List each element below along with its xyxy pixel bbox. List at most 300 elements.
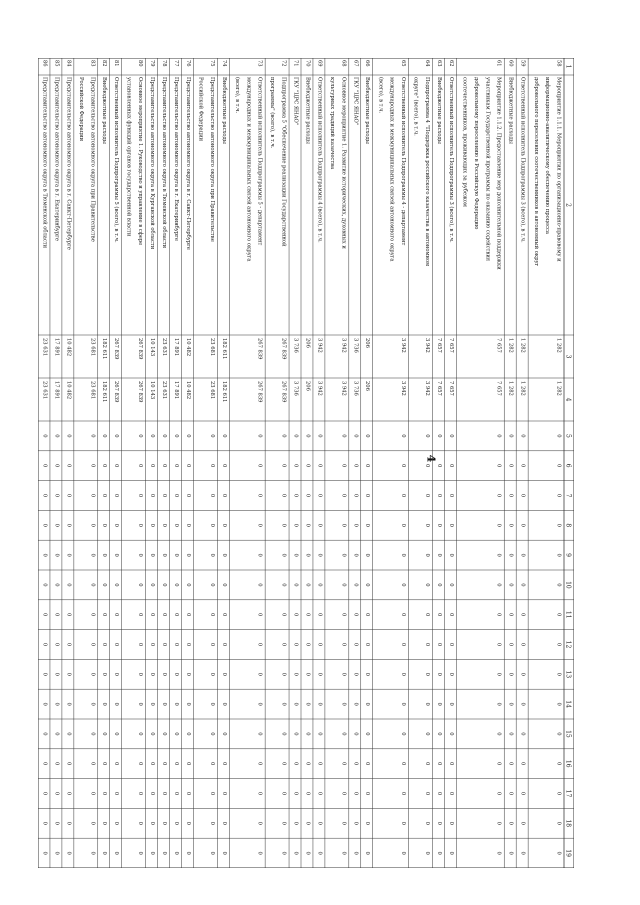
zero-cell: 0 xyxy=(364,493,371,498)
value-total: 1 282 xyxy=(519,338,526,353)
zero-cell: 0 xyxy=(113,613,120,617)
zero-cell: 0 xyxy=(101,851,108,855)
zero-cell: 0 xyxy=(53,702,60,706)
header-cell: 5 xyxy=(564,433,572,438)
zero-cell: 0 xyxy=(364,553,371,557)
zero-cell: 0 xyxy=(555,642,562,647)
zero-cell: 0 xyxy=(280,613,287,617)
zero-cell: 0 xyxy=(53,762,60,766)
zero-cell: 0 xyxy=(340,523,347,527)
zero-cell: 0 xyxy=(507,583,514,587)
zero-cell: 0 xyxy=(89,702,96,706)
row-name: Представительство автономного округа в г. Санкт-Петербурге xyxy=(184,77,191,250)
zero-cell: 0 xyxy=(149,791,156,796)
zero-cell: 0 xyxy=(256,583,263,587)
zero-cell: 0 xyxy=(208,821,215,825)
zero-cell: 0 xyxy=(519,434,526,438)
zero-cell: 0 xyxy=(113,464,120,468)
row-number: 58 xyxy=(555,60,562,67)
zero-cell: 0 xyxy=(364,851,371,855)
value-total: 267 839 xyxy=(137,338,144,360)
zero-cell: 0 xyxy=(435,613,442,617)
value-total: 206 xyxy=(364,338,371,348)
value-total: 7 657 xyxy=(435,338,442,353)
zero-cell: 0 xyxy=(424,434,430,438)
zero-cell: 0 xyxy=(65,702,72,706)
value-year: 7 657 xyxy=(447,381,454,396)
value-total: 10 482 xyxy=(184,338,191,357)
zero-cell: 0 xyxy=(184,464,191,468)
zero-cell: 0 xyxy=(101,762,108,766)
zero-cell: 0 xyxy=(447,762,454,766)
zero-cell: 0 xyxy=(292,583,299,587)
table-row xyxy=(265,58,287,868)
zero-cell: 0 xyxy=(113,642,120,647)
header-cell: 19 xyxy=(564,849,572,857)
zero-cell: 0 xyxy=(149,672,156,676)
zero-cell: 0 xyxy=(161,613,167,617)
zero-cell: 0 xyxy=(161,493,167,498)
zero-cell: 0 xyxy=(400,821,407,825)
zero-cell: 0 xyxy=(340,762,347,766)
zero-cell: 0 xyxy=(495,434,502,438)
zero-cell: 0 xyxy=(507,493,514,498)
zero-cell: 0 xyxy=(137,702,144,706)
value-total: 267 839 xyxy=(256,338,263,360)
value-year: 3 942 xyxy=(424,381,430,396)
zero-cell: 0 xyxy=(220,583,227,587)
value-total: 1 282 xyxy=(555,338,562,353)
zero-cell: 0 xyxy=(447,553,454,557)
zero-cell: 0 xyxy=(292,672,299,676)
value-year: 3 736 xyxy=(352,381,359,396)
value-year: 17 891 xyxy=(53,381,60,400)
zero-cell: 0 xyxy=(149,821,156,825)
row-name: Внебюджетные расходы xyxy=(101,77,108,144)
zero-cell: 0 xyxy=(352,493,359,498)
zero-cell: 0 xyxy=(340,553,347,557)
zero-cell: 0 xyxy=(292,762,299,766)
value-year: 1 282 xyxy=(519,381,526,396)
zero-cell: 0 xyxy=(555,851,562,855)
zero-cell: 0 xyxy=(220,434,227,438)
zero-cell: 0 xyxy=(400,613,407,617)
zero-cell: 0 xyxy=(53,672,60,676)
value-year: 10 482 xyxy=(65,381,72,400)
zero-cell: 0 xyxy=(113,553,120,557)
zero-cell: 0 xyxy=(519,672,526,676)
row-number: 62 xyxy=(447,60,454,67)
zero-cell: 0 xyxy=(41,732,48,736)
zero-cell: 0 xyxy=(149,642,156,647)
zero-cell: 0 xyxy=(172,434,179,438)
row-name: программы" (всего), в т.ч. xyxy=(269,77,276,149)
zero-cell: 0 xyxy=(89,583,96,587)
value-total: 267 839 xyxy=(280,338,287,360)
zero-cell: 0 xyxy=(113,732,120,736)
zero-cell: 0 xyxy=(507,791,514,796)
value-total: 17 891 xyxy=(172,338,179,357)
zero-cell: 0 xyxy=(292,851,299,855)
zero-cell: 0 xyxy=(65,434,72,438)
zero-cell: 0 xyxy=(424,821,430,825)
zero-cell: 0 xyxy=(184,553,191,557)
zero-cell: 0 xyxy=(507,762,514,766)
zero-cell: 0 xyxy=(184,613,191,617)
zero-cell: 0 xyxy=(220,702,227,706)
table-row xyxy=(158,58,168,868)
zero-cell: 0 xyxy=(172,613,179,617)
zero-cell: 0 xyxy=(41,851,48,855)
zero-cell: 0 xyxy=(400,464,407,468)
row-number: 70 xyxy=(304,60,311,67)
zero-cell: 0 xyxy=(161,583,167,587)
value-total: 3 736 xyxy=(292,338,299,353)
zero-cell: 0 xyxy=(256,821,263,825)
row-number: 66 xyxy=(364,60,371,67)
table-row xyxy=(313,58,323,868)
zero-cell: 0 xyxy=(352,762,359,766)
zero-cell: 0 xyxy=(352,553,359,557)
zero-cell: 0 xyxy=(172,672,179,676)
zero-cell: 0 xyxy=(137,434,144,438)
zero-cell: 0 xyxy=(184,672,191,676)
zero-cell: 0 xyxy=(507,434,514,438)
zero-cell: 0 xyxy=(101,583,108,587)
zero-cell: 0 xyxy=(519,642,526,647)
zero-cell: 0 xyxy=(208,523,215,527)
zero-cell: 0 xyxy=(519,702,526,706)
row-name: информационно-аналитическому обеспечению процесса xyxy=(544,77,551,235)
value-year: 1 282 xyxy=(507,381,514,396)
zero-cell: 0 xyxy=(161,464,167,468)
row-number: 73 xyxy=(256,60,263,67)
value-year: 3 942 xyxy=(400,381,407,396)
zero-cell: 0 xyxy=(304,523,311,527)
zero-cell: 0 xyxy=(400,732,407,736)
zero-cell: 0 xyxy=(292,732,299,736)
zero-cell: 0 xyxy=(184,791,191,796)
zero-cell: 0 xyxy=(435,553,442,557)
zero-cell: 0 xyxy=(435,464,442,468)
value-year: 267 839 xyxy=(256,381,263,403)
zero-cell: 0 xyxy=(220,851,227,855)
zero-cell: 0 xyxy=(424,732,430,736)
zero-cell: 0 xyxy=(184,762,191,766)
value-total: 267 839 xyxy=(113,338,120,360)
zero-cell: 0 xyxy=(256,672,263,676)
value-year: 23 681 xyxy=(89,381,96,400)
zero-cell: 0 xyxy=(53,851,60,855)
row-name: Ответственный исполнитель Подпрограммы 4 - департамент xyxy=(400,77,407,246)
zero-cell: 0 xyxy=(280,851,287,855)
row-number: 80 xyxy=(137,60,144,67)
value-year: 7 657 xyxy=(435,381,442,396)
row-number: 85 xyxy=(53,60,60,67)
zero-cell: 0 xyxy=(292,642,299,647)
zero-cell: 0 xyxy=(172,762,179,766)
zero-cell: 0 xyxy=(208,791,215,796)
zero-cell: 0 xyxy=(340,434,347,438)
zero-cell: 0 xyxy=(519,821,526,825)
row-name: Подпрограмма 5 "Обеспечение реализации Государственной xyxy=(280,77,287,247)
zero-cell: 0 xyxy=(304,821,311,825)
value-total: 7 657 xyxy=(495,338,502,353)
zero-cell: 0 xyxy=(149,762,156,766)
zero-cell: 0 xyxy=(364,464,371,468)
zero-cell: 0 xyxy=(256,762,263,766)
zero-cell: 0 xyxy=(495,732,502,736)
row-name: Представительство автономного округа в Курганской области xyxy=(149,77,156,250)
zero-cell: 0 xyxy=(447,821,454,825)
zero-cell: 0 xyxy=(161,821,167,825)
zero-cell: 0 xyxy=(352,702,359,706)
zero-cell: 0 xyxy=(41,464,48,468)
zero-cell: 0 xyxy=(304,493,311,498)
zero-cell: 0 xyxy=(400,493,407,498)
zero-cell: 0 xyxy=(137,851,144,855)
zero-cell: 0 xyxy=(280,702,287,706)
zero-cell: 0 xyxy=(424,613,430,617)
zero-cell: 0 xyxy=(292,553,299,557)
zero-cell: 0 xyxy=(149,613,156,617)
zero-cell: 0 xyxy=(435,642,442,647)
zero-cell: 0 xyxy=(280,791,287,796)
value-total: 17 891 xyxy=(53,338,60,357)
zero-cell: 0 xyxy=(507,702,514,706)
zero-cell: 0 xyxy=(53,434,60,438)
row-name: участникам Государственной программы по оказанию содействия xyxy=(484,77,491,262)
zero-cell: 0 xyxy=(65,762,72,766)
zero-cell: 0 xyxy=(137,642,144,647)
table-row xyxy=(110,58,120,868)
table-row xyxy=(38,58,48,868)
zero-cell: 0 xyxy=(340,732,347,736)
zero-cell: 0 xyxy=(184,851,191,855)
zero-cell: 0 xyxy=(555,702,562,706)
zero-cell: 0 xyxy=(304,613,311,617)
zero-cell: 0 xyxy=(340,702,347,706)
zero-cell: 0 xyxy=(101,702,108,706)
row-name: добровольному переселению в Российскую Федерацию xyxy=(473,77,480,230)
zero-cell: 0 xyxy=(495,791,502,796)
zero-cell: 0 xyxy=(507,821,514,825)
row-number: 69 xyxy=(316,60,323,67)
zero-cell: 0 xyxy=(495,493,502,498)
row-name: Мероприятие 1.1.2. Предоставление мер дополнительной поддержки xyxy=(495,77,502,270)
table-row xyxy=(289,58,298,868)
zero-cell: 0 xyxy=(256,732,263,736)
zero-cell: 0 xyxy=(137,583,144,587)
row-number: 86 xyxy=(41,60,48,67)
zero-cell: 0 xyxy=(519,613,526,617)
zero-cell: 0 xyxy=(149,702,156,706)
zero-cell: 0 xyxy=(256,791,263,796)
value-total: 182 611 xyxy=(101,338,108,360)
zero-cell: 0 xyxy=(172,821,179,825)
zero-cell: 0 xyxy=(352,732,359,736)
zero-cell: 0 xyxy=(340,851,347,855)
zero-cell: 0 xyxy=(41,672,48,676)
zero-cell: 0 xyxy=(41,702,48,706)
zero-cell: 0 xyxy=(65,732,72,736)
value-year: 23 631 xyxy=(41,381,48,400)
zero-cell: 0 xyxy=(316,821,323,825)
zero-cell: 0 xyxy=(280,821,287,825)
header-cell: 9 xyxy=(564,553,572,558)
value-year: 267 839 xyxy=(280,381,287,403)
zero-cell: 0 xyxy=(447,642,454,647)
zero-cell: 0 xyxy=(555,613,562,617)
zero-cell: 0 xyxy=(220,732,227,736)
table-row xyxy=(528,58,561,868)
header-cell: 2 xyxy=(564,203,572,207)
value-year: 10 143 xyxy=(149,381,156,400)
zero-cell: 0 xyxy=(424,851,430,855)
header-cell: 12 xyxy=(564,640,572,649)
header-cell: 8 xyxy=(564,523,572,528)
zero-cell: 0 xyxy=(149,434,156,438)
zero-cell: 0 xyxy=(316,493,323,498)
zero-cell: 0 xyxy=(208,851,215,855)
zero-cell: 0 xyxy=(304,464,311,468)
table-row xyxy=(361,58,371,868)
zero-cell: 0 xyxy=(256,553,263,557)
zero-cell: 0 xyxy=(161,523,167,527)
zero-cell: 0 xyxy=(495,851,502,855)
row-name: (всего), в т.ч. xyxy=(233,77,240,114)
zero-cell: 0 xyxy=(304,553,311,557)
row-name: Внебюджетные расходы xyxy=(220,77,227,144)
zero-cell: 0 xyxy=(495,672,502,676)
zero-cell: 0 xyxy=(149,583,156,587)
zero-cell: 0 xyxy=(89,464,96,468)
row-number: 82 xyxy=(101,60,108,67)
zero-cell: 0 xyxy=(184,702,191,706)
table-row xyxy=(516,58,526,868)
zero-cell: 0 xyxy=(184,523,191,527)
zero-cell: 0 xyxy=(316,613,323,617)
header-cell: 11 xyxy=(564,610,572,619)
zero-cell: 0 xyxy=(352,821,359,825)
value-year: 3 942 xyxy=(316,381,323,396)
table-row xyxy=(217,58,227,868)
zero-cell: 0 xyxy=(304,434,311,438)
zero-cell: 0 xyxy=(495,553,502,557)
zero-cell: 0 xyxy=(352,672,359,676)
zero-cell: 0 xyxy=(555,791,562,796)
zero-cell: 0 xyxy=(555,464,562,468)
zero-cell: 0 xyxy=(364,762,371,766)
header-cell: 7 xyxy=(564,493,572,498)
zero-cell: 0 xyxy=(113,791,120,796)
zero-cell: 0 xyxy=(89,762,96,766)
zero-cell: 0 xyxy=(101,613,108,617)
table-grid xyxy=(38,58,574,868)
zero-cell: 0 xyxy=(447,732,454,736)
header-cell: 13 xyxy=(564,670,572,679)
zero-cell: 0 xyxy=(352,523,359,527)
zero-cell: 0 xyxy=(113,702,120,706)
row-number: 79 xyxy=(149,60,156,67)
zero-cell: 0 xyxy=(137,523,144,527)
row-number: 75 xyxy=(208,60,215,67)
zero-cell: 0 xyxy=(364,523,371,527)
zero-cell: 0 xyxy=(89,791,96,796)
zero-cell: 0 xyxy=(507,642,514,647)
zero-cell: 0 xyxy=(101,493,108,498)
rotated-table-page xyxy=(38,58,574,868)
row-number: 60 xyxy=(507,60,514,67)
zero-cell: 0 xyxy=(149,464,156,468)
zero-cell: 0 xyxy=(280,732,287,736)
zero-cell: 0 xyxy=(435,672,442,676)
header-cell: 3 xyxy=(564,354,572,359)
zero-cell: 0 xyxy=(495,642,502,647)
zero-cell: 0 xyxy=(555,732,562,736)
zero-cell: 0 xyxy=(400,434,407,438)
zero-cell: 0 xyxy=(519,493,526,498)
zero-cell: 0 xyxy=(53,523,60,527)
zero-cell: 0 xyxy=(304,851,311,855)
value-total: 206 xyxy=(304,338,311,348)
zero-cell: 0 xyxy=(316,434,323,438)
zero-cell: 0 xyxy=(101,672,108,676)
zero-cell: 0 xyxy=(149,553,156,557)
row-number: 76 xyxy=(184,60,191,67)
header-cell: 10 xyxy=(564,581,572,589)
zero-cell: 0 xyxy=(65,583,72,587)
zero-cell: 0 xyxy=(340,493,347,498)
zero-cell: 0 xyxy=(364,702,371,706)
zero-cell: 0 xyxy=(447,613,454,617)
zero-cell: 0 xyxy=(101,434,108,438)
value-total: 10 482 xyxy=(65,338,72,357)
row-name: Подпрограмма 4 "Поддержка российского казачества в автономном xyxy=(424,77,430,267)
zero-cell: 0 xyxy=(149,732,156,736)
table-row xyxy=(181,58,191,868)
zero-cell: 0 xyxy=(292,434,299,438)
zero-cell: 0 xyxy=(41,523,48,527)
zero-cell: 0 xyxy=(220,523,227,527)
zero-cell: 0 xyxy=(507,851,514,855)
zero-cell: 0 xyxy=(340,642,347,647)
zero-cell: 0 xyxy=(41,791,48,796)
zero-cell: 0 xyxy=(316,523,323,527)
header-cell: 15 xyxy=(564,730,572,738)
zero-cell: 0 xyxy=(495,762,502,766)
zero-cell: 0 xyxy=(435,821,442,825)
header-cell: 6 xyxy=(564,463,572,468)
zero-cell: 0 xyxy=(280,762,287,766)
zero-cell: 0 xyxy=(113,821,120,825)
row-name: международных и межмуниципальных связей автономного округа xyxy=(245,77,252,262)
row-name: округе" (всего), в т.ч. xyxy=(412,77,419,136)
zero-cell: 0 xyxy=(340,464,347,468)
value-year: 182 611 xyxy=(101,381,108,403)
zero-cell: 0 xyxy=(507,613,514,617)
zero-cell: 0 xyxy=(65,553,72,557)
value-total: 23 681 xyxy=(208,338,215,357)
value-total: 23 631 xyxy=(41,338,48,357)
zero-cell: 0 xyxy=(447,464,454,468)
zero-cell: 0 xyxy=(352,791,359,796)
zero-cell: 0 xyxy=(280,642,287,647)
zero-cell: 0 xyxy=(184,821,191,825)
zero-cell: 0 xyxy=(208,642,215,647)
zero-cell: 0 xyxy=(519,762,526,766)
zero-cell: 0 xyxy=(435,791,442,796)
